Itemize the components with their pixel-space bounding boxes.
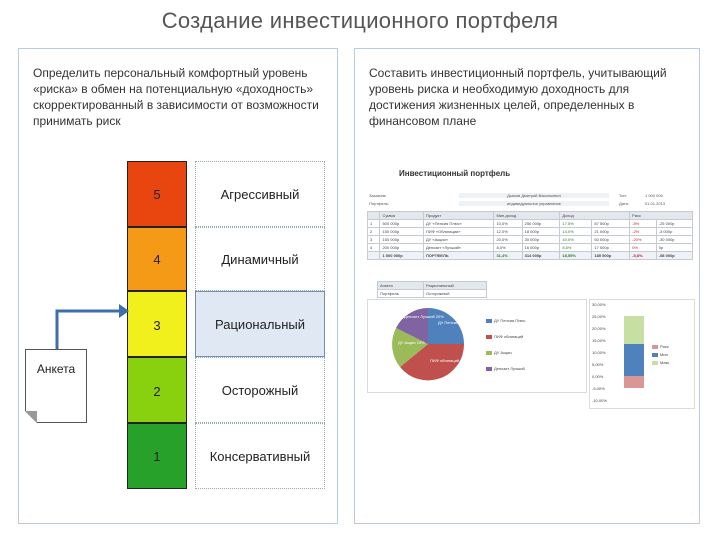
date-key: Дата: xyxy=(619,201,629,206)
table-row[interactable] xyxy=(368,244,693,252)
risk-profile-panel xyxy=(18,48,338,524)
page-title: Создание инвестиционного портфеля xyxy=(161,8,559,33)
pie-label-3: ДУ Акции 15% xyxy=(398,340,425,345)
row-risk-amount: -25 000р xyxy=(656,220,692,228)
bar-axis-label: 30,00% xyxy=(592,302,606,307)
row-min-amount: 30 000р xyxy=(522,236,560,244)
bar-axis-label: 20,00% xyxy=(592,326,606,331)
pie-legend-item: Депозит Лучший xyxy=(486,366,525,371)
col-sum: Сумма xyxy=(380,212,424,220)
total-risk-pct: -5,8% xyxy=(630,252,657,260)
row-sum: 150 000р xyxy=(380,228,424,236)
portfolio-document xyxy=(363,169,695,403)
col-risk: Риск xyxy=(630,212,693,220)
pie-legend-item: ДУ Пенсия Плюс xyxy=(486,318,525,323)
summary-key: Портфель xyxy=(378,290,424,298)
bar-axis-label: -5,00% xyxy=(592,386,605,391)
questionnaire-to-level-arrow xyxy=(19,49,339,525)
page-fold-icon xyxy=(25,411,37,423)
table-row[interactable] xyxy=(368,228,693,236)
risk-level-3-label-selected[interactable]: Рациональный xyxy=(195,291,325,357)
row-income-amount: 60 000р xyxy=(592,236,630,244)
row-product: ПИФ «Облигации» xyxy=(423,228,493,236)
row-number: 2 xyxy=(368,228,380,236)
row-income-pct: 8,5% xyxy=(560,244,592,252)
risk-level-5-label[interactable]: Агрессивный xyxy=(195,161,325,227)
row-product: Депозит «Лучший» xyxy=(423,244,493,252)
total-min-pct: 31,4% xyxy=(494,252,522,260)
col-product: Продукт xyxy=(423,212,493,220)
total-product: ПОРТФЕЛЬ xyxy=(423,252,493,260)
bar-axis-label: 0,00% xyxy=(592,374,604,379)
products-table xyxy=(367,211,693,260)
summary-key: Анкета xyxy=(378,282,424,290)
bar-legend-item: Риск xyxy=(652,344,669,349)
table-row[interactable] xyxy=(368,236,693,244)
row-min-pct: 20,0% xyxy=(494,236,522,244)
bar-legend-item: Макс xyxy=(652,360,669,365)
bar-axis-label: -10,00% xyxy=(592,398,607,403)
row-number: 3 xyxy=(368,236,380,244)
row-income-pct: 40,0% xyxy=(560,236,592,244)
row-risk-pct: -20% xyxy=(630,236,657,244)
row-product: ДУ «Акции» xyxy=(423,236,493,244)
row-risk-pct: -5% xyxy=(630,220,657,228)
row-risk-amount: -3 000р xyxy=(656,228,692,236)
table-row[interactable] xyxy=(368,220,693,228)
risk-return-bar-chart xyxy=(589,299,695,409)
row-income-pct: 14,0% xyxy=(560,228,592,236)
client-key: Заказчик: xyxy=(369,193,387,198)
bar-min-segment xyxy=(624,344,644,376)
client-value: Дьяков Дмитрий Васильевич xyxy=(459,193,609,198)
portfolio-value: индивидуальное управление xyxy=(459,201,609,206)
row-min-amount: 250 000р xyxy=(522,220,560,228)
date-value: 01.01.2013 xyxy=(645,201,666,206)
table-total-row xyxy=(368,252,693,260)
summary-row xyxy=(378,290,487,298)
allocation-pie-chart xyxy=(367,299,587,393)
risk-level-5-number: 5 xyxy=(153,187,161,202)
total-income-pct: 18,55% xyxy=(560,252,592,260)
portfolio-key: Портфель: xyxy=(369,201,389,206)
risk-level-2-label[interactable]: Осторожный xyxy=(195,357,325,423)
bar-legend-item: Мин xyxy=(652,352,668,357)
row-income-amount: 21 000р xyxy=(592,228,630,236)
bar-max-segment xyxy=(624,316,644,344)
row-number: 1 xyxy=(368,220,380,228)
row-sum: 500 000р xyxy=(380,220,424,228)
bar-axis-label: 25,00% xyxy=(592,314,606,319)
row-min-pct: 8,0% xyxy=(494,244,522,252)
row-min-pct: 10,0% xyxy=(494,220,522,228)
risk-level-3-number: 3 xyxy=(153,318,161,333)
total-risk-amount: -58 000р xyxy=(656,252,692,260)
row-sum: 200 000р xyxy=(380,244,424,252)
total-income-amount: 185 500р xyxy=(592,252,630,260)
type-key: Тип: xyxy=(619,193,627,198)
summary-value: Осторожный xyxy=(424,290,487,298)
pie-label-4: ПИФ облигаций 15% xyxy=(430,358,469,363)
risk-level-1-number: 1 xyxy=(153,449,161,464)
risk-level-4-number: 4 xyxy=(153,252,161,267)
risk-level-1-label[interactable]: Консервативный xyxy=(195,423,325,489)
row-risk-pct: -2% xyxy=(630,228,657,236)
total-min-amount: 314 000р xyxy=(522,252,560,260)
row-income-pct: 17,5% xyxy=(560,220,592,228)
bar-axis-label: 5,00% xyxy=(592,362,604,367)
portfolio-description: Составить инвестиционный портфель, учитывающий уровень риска и необходимую доходность для достижения жизненных целей, определенных в финансовом плане xyxy=(369,66,667,128)
bar-axis-label: 10,00% xyxy=(592,350,606,355)
portfolio-panel xyxy=(354,48,700,524)
col-income: Доход xyxy=(560,212,630,220)
questionnaire-card[interactable] xyxy=(25,349,87,423)
risk-level-4-label[interactable]: Динамичный xyxy=(195,227,325,291)
bar-risk-segment xyxy=(624,376,644,388)
summary-table xyxy=(377,281,487,298)
row-min-amount: 16 000р xyxy=(522,244,560,252)
pie-label-2: ДУ Пенсия Плюс 50% xyxy=(438,320,479,325)
summary-row xyxy=(378,282,487,290)
row-risk-pct: 0% xyxy=(630,244,657,252)
type-value: 1 000 000 xyxy=(645,193,663,198)
row-min-pct: 12,0% xyxy=(494,228,522,236)
risk-profile-description: Определить персональный комфортный уровень «риска» в обмен на потенциальную «доходность» скорректированный в зависимости от возможности принимать риск xyxy=(33,66,319,128)
questionnaire-label: Анкета xyxy=(36,362,76,376)
pie-legend-item: ПИФ облигаций xyxy=(486,334,523,339)
col-min-income: Мин.доход xyxy=(494,212,560,220)
table-header-row xyxy=(368,212,693,220)
risk-level-2-number: 2 xyxy=(153,384,161,399)
row-risk-amount: -30 000р xyxy=(656,236,692,244)
row-income-amount: 17 000р xyxy=(592,244,630,252)
portfolio-document-title: Инвестиционный портфель xyxy=(399,169,511,178)
row-product: ДУ «Пенсия Плюс» xyxy=(423,220,493,228)
row-min-amount: 18 000р xyxy=(522,228,560,236)
row-risk-amount: 0р xyxy=(656,244,692,252)
row-number: 4 xyxy=(368,244,380,252)
pie-label-1: Депозит Лучший 20% xyxy=(404,314,444,319)
pie-legend-item: ДУ Акции xyxy=(486,350,512,355)
row-sum: 150 000р xyxy=(380,236,424,244)
bar-axis-label: 15,00% xyxy=(592,338,606,343)
summary-value: Рациональный xyxy=(424,282,487,290)
pie-svg xyxy=(368,300,586,392)
row-income-amount: 87 500р xyxy=(592,220,630,228)
total-sum: 1 000 000р xyxy=(380,252,424,260)
